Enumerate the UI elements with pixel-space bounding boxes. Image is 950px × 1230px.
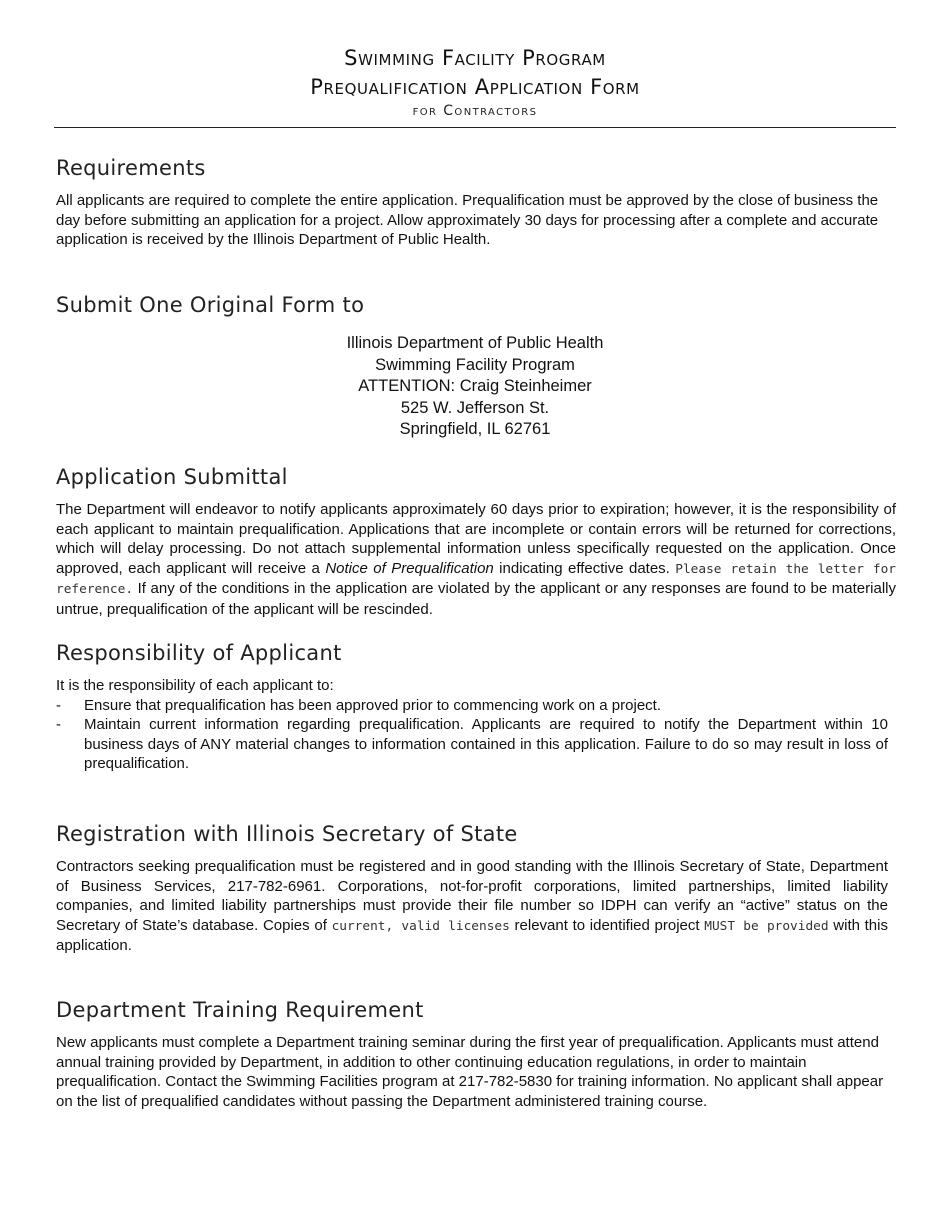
requirements-section xyxy=(56,154,888,250)
list-item xyxy=(56,696,888,716)
submittal-heading: Application Submittal xyxy=(56,465,288,489)
submittal-text-1: The Department will endeavor to notify applicants approximately 60 days prior to expiration; however, it is the responsibility of each applicant to maintain prequalification. Applications that are incomplete or contain errors will be returned for corrections, which will delay processing. Do not attach supplemental information unless specifically requested on the application. Once approved, each applicant will receive a xyxy=(56,501,896,577)
form-title-block xyxy=(0,44,950,120)
registration-heading: Registration with Illinois Secretary of State xyxy=(56,822,518,846)
retain-letter-note: Please retain the letter for reference. xyxy=(56,561,896,598)
submittal-text-2: indicating effective dates. xyxy=(493,559,676,577)
training-body: New applicants must complete a Department training seminar during the first year of prequalification. Applicants must attend annual training provided by Department, in addition to other continuing education regulations, in order to maintain prequalification. Contact the Swimming Facilities program at 217-782-5830 for training information. No applicant shall appear on the list of prequalified candidates without passing the Department administered training course. xyxy=(56,1034,884,1110)
form-title-line2: Prequalification Application Form xyxy=(310,75,640,99)
registration-text-2: relevant to identified project xyxy=(509,916,705,934)
list-item-text: Maintain current information regarding prequalification. Applicants are required to notify the Department within 10 business days of ANY material changes to information contained in this application. Failure to do so may result in loss of prequalification. xyxy=(84,716,888,773)
training-heading: Department Training Requirement xyxy=(56,998,424,1022)
mailing-address xyxy=(0,333,950,441)
responsibility-list xyxy=(56,696,888,774)
form-title-line1: Swimming Facility Program xyxy=(344,46,606,70)
responsibility-heading: Responsibility of Applicant xyxy=(56,641,342,665)
submittal-body xyxy=(56,500,896,620)
training-section xyxy=(56,996,888,1111)
must-be-provided-note: MUST be provided xyxy=(704,918,829,934)
address-line-attention: ATTENTION: Craig Steinheimer xyxy=(358,377,592,396)
submit-heading: Submit One Original Form to xyxy=(56,293,365,317)
registration-section xyxy=(56,820,888,956)
requirements-body: All applicants are required to complete the entire application. Prequalification must be approved by the close of business the day before submitting an application for a project. Allow approximately 30 days for processing after a complete and accurate application is received by the Illinois Department of Public Health. xyxy=(56,192,879,249)
registration-body xyxy=(56,857,888,956)
registration-text-1: Contractors seeking prequalification must be registered and in good standing with the Illinois Secretary of State, Department of Business Services, 217-782-6961. Corporations, not-for-profit corporations, limited partnerships, limited liability companies, and limited liability partnerships must provide their file number so IDPH can verify an “active” status on the Secretary of State’s database. Copies of xyxy=(56,858,888,934)
current-licenses-note: current, valid licenses xyxy=(331,918,510,934)
responsibility-intro: It is the responsibility of each applicant to: xyxy=(56,677,334,694)
form-subtitle: for Contractors xyxy=(412,103,538,119)
notice-of-prequalification: Notice of Prequalification xyxy=(325,559,494,577)
address-line-program: Swimming Facility Program xyxy=(375,355,575,374)
list-item xyxy=(56,715,888,774)
address-line-agency: Illinois Department of Public Health xyxy=(346,334,604,352)
title-divider xyxy=(54,127,896,128)
address-line-city: Springfield, IL 62761 xyxy=(399,420,551,439)
submittal-section xyxy=(56,463,896,620)
list-item-text: Ensure that prequalification has been approved prior to commencing work on a project. xyxy=(84,696,661,714)
submit-section xyxy=(56,291,888,328)
bullet-dash: - xyxy=(56,696,61,714)
submittal-text-3: If any of the conditions in the application are violated by the applicant or any responses are found to be materially untrue, prequalification of the applicant will be rescinded. xyxy=(56,580,896,618)
registration-text-3: with this application. xyxy=(56,916,888,955)
bullet-dash: - xyxy=(56,716,61,734)
address-line-street: 525 W. Jefferson St. xyxy=(400,398,550,417)
responsibility-section xyxy=(56,639,888,774)
requirements-heading: Requirements xyxy=(56,156,206,180)
